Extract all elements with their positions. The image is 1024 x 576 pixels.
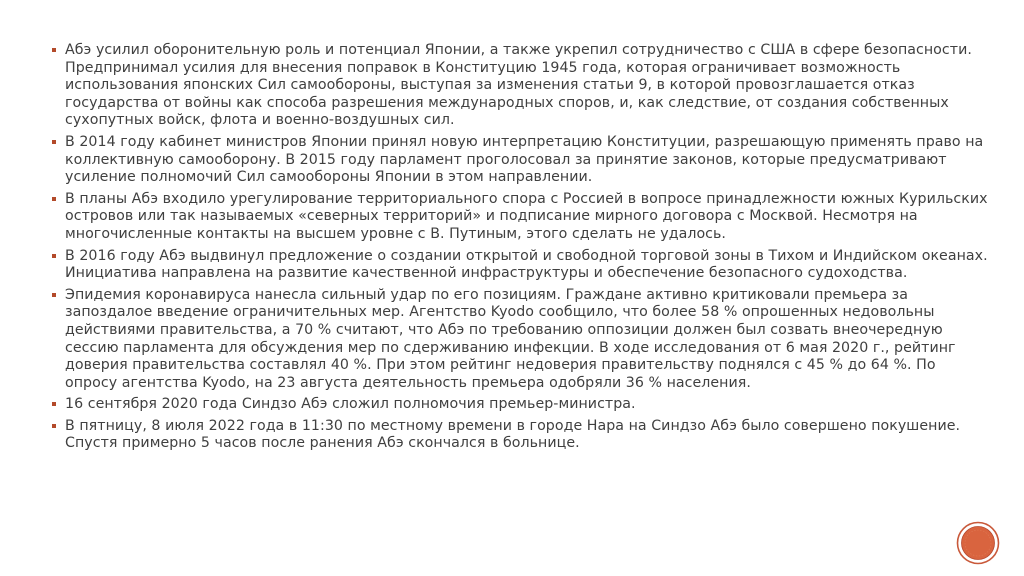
bullet-item-5 bbox=[52, 287, 992, 393]
bullet-text: Эпидемия коронавируса нанесла сильный удар по его позициям. Граждане активно критиковали премьера за запоздалое введение ограничительных мер. Агентство Kyodo сообщило, что более 58 % опрошенных недовольны действиями правительства, а 70 % считают, что Абэ по требованию оппозиции должен был созвать внеочередную сессию парламента для обсуждения мер по сдерживанию инфекции. В ходе исследования от 6 мая 2020 г., рейтинг доверия правительства составлял 40 %. При этом рейтинг недоверия правительству поднялся с 45 % до 64 %. По опросу агентства Kyodo, на 23 августа деятельность премьера одобряли 36 % населения. bbox=[65, 286, 956, 391]
bullet-text: В 2014 году кабинет министров Японии принял новую интерпретацию Конституции, разрешающую применять право на коллективную самооборону. В 2015 году парламент проголосовал за принятие законов, которые предусматривают усиление полномочий Сил самообороны Японии в этом направлении. bbox=[65, 133, 984, 186]
bullet-marker-icon bbox=[52, 402, 56, 406]
decorative-circle-icon bbox=[956, 521, 1000, 565]
bullet-marker-icon bbox=[52, 197, 56, 201]
bullet-text: 16 сентября 2020 года Синдзо Абэ сложил полномочия премьер-министра. bbox=[65, 396, 636, 413]
bullet-item-1 bbox=[52, 42, 992, 130]
bullet-marker-icon bbox=[52, 424, 56, 428]
bullet-marker-icon bbox=[52, 254, 56, 258]
bullet-item-7 bbox=[52, 418, 992, 453]
bullet-marker-icon bbox=[52, 293, 56, 297]
bullet-list bbox=[52, 42, 992, 457]
bullet-marker-icon bbox=[52, 140, 56, 144]
bullet-text: Абэ усилил оборонительную роль и потенциал Японии, а также укрепил сотрудничество с США в сфере безопасности. Предпринимал усилия для внесения поправок в Конституцию 1945 года, которая ограничивает возможность использования японских Сил самообороны, выступая за изменения статьи 9, в которой провозглашается отказ государства от войны как способа разрешения международных споров, и, как следствие, от создания собственных сухопутных войск, флота и военно-воздушных сил. bbox=[65, 42, 972, 129]
bullet-text: В планы Абэ входило урегулирование территориального спора с Россией в вопросе принадлежности южных Курильских островов или так называемых «северных территорий» и подписание мирного договора с Москвой. Несмотря на многочисленные контакты на высшем уровне с В. Путиным, этого сделать не удалось. bbox=[65, 190, 988, 242]
bullet-text: В 2016 году Абэ выдвинул предложение о создании открытой и свободной торговой зоны в Тихом и Индийском океанах. Инициатива направлена на развитие качественной инфраструктуры и обеспечение безопасного судоходства. bbox=[65, 247, 988, 282]
bullet-item-2 bbox=[52, 134, 992, 187]
bullet-item-4 bbox=[52, 248, 992, 283]
bullet-item-6 bbox=[52, 396, 992, 414]
bullet-marker-icon bbox=[52, 48, 56, 52]
bullet-text: В пятницу, 8 июля 2022 года в 11:30 по местному времени в городе Нара на Синдзо Абэ было совершено покушение. Спустя примерно 5 часов после ранения Абэ скончался в больнице. bbox=[65, 417, 961, 452]
bullet-item-3 bbox=[52, 191, 992, 244]
